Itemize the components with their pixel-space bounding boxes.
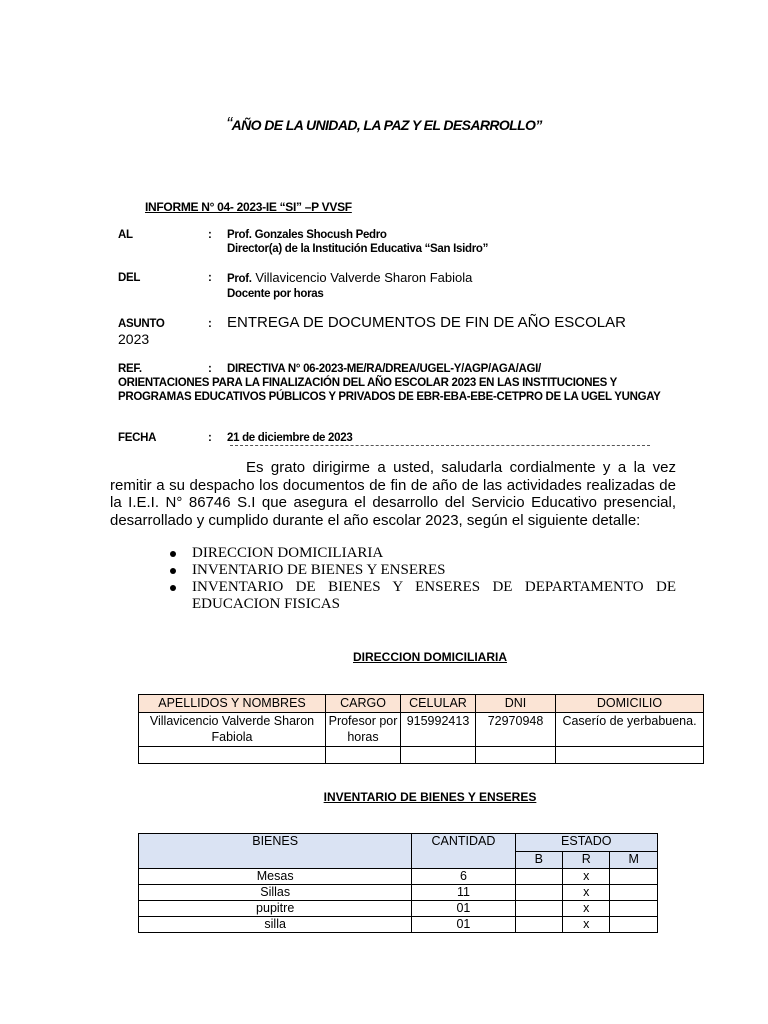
list-item [170,579,676,613]
fecha-value: 21 de diciembre de 2023 [227,432,353,444]
table-row [139,917,658,933]
motto-close-quote: ” [535,117,542,133]
al-recipient-title: Director(a) de la Institución Educativa “San Isidro” [227,243,489,255]
del-name: Villavicencio Valverde Sharon Fabiola [255,270,473,285]
table-row [139,901,658,917]
col-header-bienes: BIENES [139,834,412,869]
body-text: Es grato dirigirme a usted, saludarla cordialmente y a la vez remitir a su despacho los documentos de fin de año de las actividades realizadas de la I.E.I. N° 86746 S.I que asegura el desarrollo del Servicio Educativo presencial, desarrollado y cumplido durante el año escolar 2023, según el siguiente detalle: [110,459,676,529]
motto-open-quote: “ [226,114,232,134]
cell-r: x [562,869,609,885]
cell-cantidad: 01 [412,901,515,917]
cell-r: x [562,885,609,901]
cell-empty [326,747,401,764]
cell-r: x [562,917,609,933]
col-header-celular: CELULAR [401,695,476,713]
cell-b [515,869,562,885]
cell-bien: Mesas [139,869,412,885]
cell-r: x [562,901,609,917]
col-header-estado: ESTADO [515,834,657,852]
cell-dni: 72970948 [476,713,556,747]
cell-empty [401,747,476,764]
asunto-label: ASUNTO [118,318,165,330]
cell-empty [476,747,556,764]
section-title-direccion: DIRECCION DOMICILIARIA [353,650,507,664]
section-title-inventario: INVENTARIO DE BIENES Y ENSERES [323,790,537,804]
col-header-b: B [515,851,562,869]
list-item [170,545,676,562]
cell-empty [556,747,704,764]
asunto-colon: : [208,318,212,330]
del-role: Docente por horas [227,288,324,300]
ref-line3: PROGRAMAS EDUCATIVOS PÚBLICOS Y PRIVADOS DE EBR-EBA-EBE-CETPRO DE LA UGEL YUNGAY [118,391,661,403]
col-header-dni: DNI [476,695,556,713]
list-item-text: INVENTARIO DE BIENES Y ENSERES [192,562,446,578]
document-motto [0,114,768,135]
cell-cantidad: 01 [412,917,515,933]
del-prefix: Prof. [227,273,252,285]
cell-cargo: Profesor por horas [326,713,401,747]
cell-domicilio: Caserío de yerbabuena. [556,713,704,747]
motto-text: AÑO DE LA UNIDAD, LA PAZ Y EL DESARROLLO [231,117,536,133]
al-colon: : [208,229,212,241]
col-header-r: R [562,851,609,869]
ref-label: REF. [118,363,142,375]
cell-bien: pupitre [139,901,412,917]
cell-cantidad: 11 [412,885,515,901]
table-row [139,885,658,901]
bullet-list [170,545,676,613]
table-row-empty [139,747,704,764]
table-header-row [139,695,704,713]
cell-bien: Sillas [139,885,412,901]
col-header-m: M [610,851,658,869]
direccion-table [138,694,704,764]
cell-celular: 915992413 [401,713,476,747]
al-label: AL [118,229,133,241]
cell-m [610,885,658,901]
cell-bien: silla [139,917,412,933]
col-header-domicilio: DOMICILIO [556,695,704,713]
ref-line2: ORIENTACIONES PARA LA FINALIZACIÓN DEL AÑO ESCOLAR 2023 EN LAS INSTITUCIONES Y [118,377,618,389]
dashed-divider [230,445,650,446]
del-sender [227,270,472,285]
del-colon: : [208,272,212,284]
list-item-text: DIRECCION DOMICILIARIA [192,545,384,561]
col-header-cargo: CARGO [326,695,401,713]
body-paragraph [110,459,676,529]
del-label: DEL [118,272,141,284]
table-row [139,713,704,747]
bullet-icon [170,568,176,574]
table-header-row [139,834,658,852]
cell-b [515,917,562,933]
bullet-icon [170,585,176,591]
cell-b [515,901,562,917]
cell-nombre: Villavicencio Valverde Sharon Fabiola [139,713,326,747]
fecha-label: FECHA [118,432,157,444]
al-recipient-name: Prof. Gonzales Shocush Pedro [227,229,387,241]
cell-b [515,885,562,901]
ref-directiva: DIRECTIVA N° 06-2023-ME/RA/DREA/UGEL-Y/AGP/AGA/AGI/ [227,363,541,375]
ref-colon: : [208,363,212,375]
informe-number: INFORME N° 04- 2023-IE “SI” –P VVSF [145,200,352,214]
cell-m [610,869,658,885]
list-item-text: INVENTARIO DE BIENES Y ENSERES DE DEPARTAMENTO DE EDUCACION FISICAS [192,579,676,612]
fecha-colon: : [208,432,212,444]
table-row [139,869,658,885]
col-header-cantidad: CANTIDAD [412,834,515,869]
asunto-value: ENTREGA DE DOCUMENTOS DE FIN DE AÑO ESCOLAR [227,314,626,331]
cell-m [610,917,658,933]
cell-m [610,901,658,917]
cell-cantidad: 6 [412,869,515,885]
bullet-icon [170,551,176,557]
cell-empty [139,747,326,764]
inventario-table [138,833,658,933]
col-header-nombres: APELLIDOS Y NOMBRES [139,695,326,713]
list-item [170,562,676,579]
asunto-year: 2023 [118,331,150,347]
